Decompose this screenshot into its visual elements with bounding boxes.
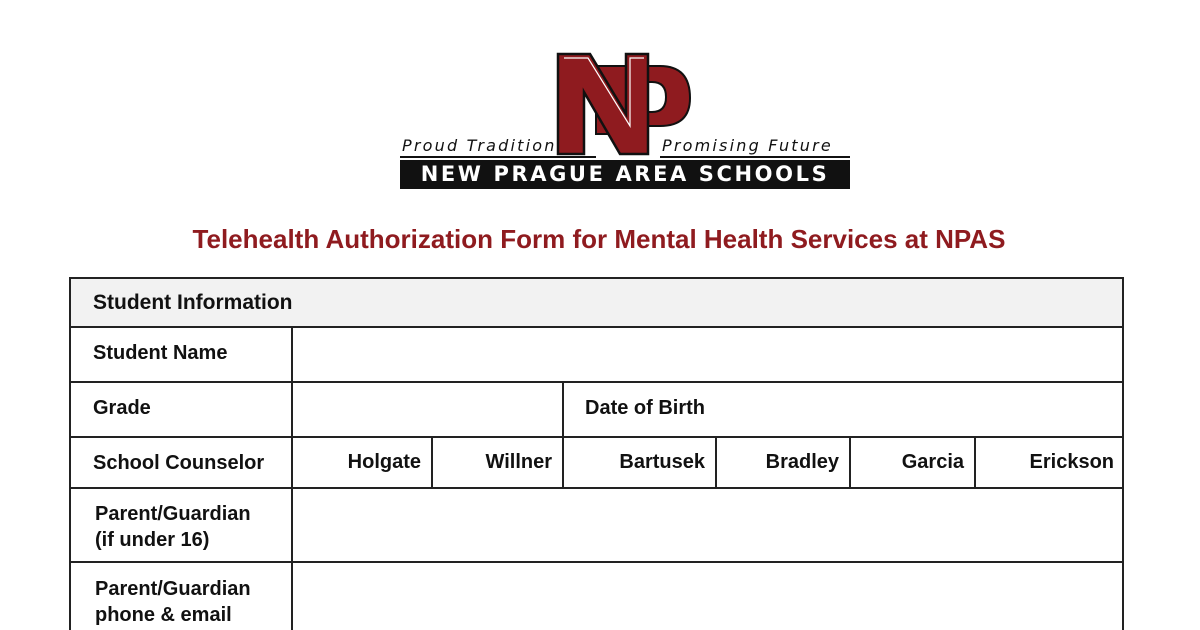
section-heading-student-information: Student Information xyxy=(93,291,293,314)
school-logo xyxy=(398,52,852,190)
form-title: Telehealth Authorization Form for Mental Health Services at NPAS xyxy=(192,224,1006,254)
student-name-label: Student Name xyxy=(93,342,228,364)
grade-dob-divider xyxy=(562,383,564,436)
parent-guardian-field[interactable] xyxy=(293,489,1124,561)
counselor-option-erickson[interactable]: Erickson xyxy=(1029,451,1114,473)
counselor-option-garcia[interactable]: Garcia xyxy=(901,451,964,473)
parent-contact-label: Parent/Guardian phone & email xyxy=(95,578,251,626)
tagline-left: Proud Tradition xyxy=(402,136,557,155)
student-name-field[interactable] xyxy=(293,328,1124,381)
student-information-table xyxy=(69,277,1124,630)
tagline-left-underline xyxy=(400,156,596,158)
counselor-option-holgate[interactable]: Holgate xyxy=(347,451,421,473)
grade-field[interactable] xyxy=(293,383,561,436)
counselor-option-willner[interactable]: Willner xyxy=(485,451,552,473)
parent-contact-field[interactable] xyxy=(293,563,1124,630)
tagline-right: Promising Future xyxy=(662,136,833,155)
date-of-birth-field[interactable] xyxy=(731,383,1124,436)
parent-guardian-label: Parent/Guardian (if under 16) xyxy=(95,503,251,551)
district-name-banner: NEW PRAGUE AREA SCHOOLS xyxy=(400,160,850,189)
counselor-option-bradley[interactable]: Bradley xyxy=(765,451,839,473)
grade-label: Grade xyxy=(93,397,151,419)
counselor-option-bartusek[interactable]: Bartusek xyxy=(619,451,705,473)
school-counselor-label: School Counselor xyxy=(93,452,265,474)
date-of-birth-label: Date of Birth xyxy=(585,397,705,419)
tagline-right-underline xyxy=(660,156,850,158)
